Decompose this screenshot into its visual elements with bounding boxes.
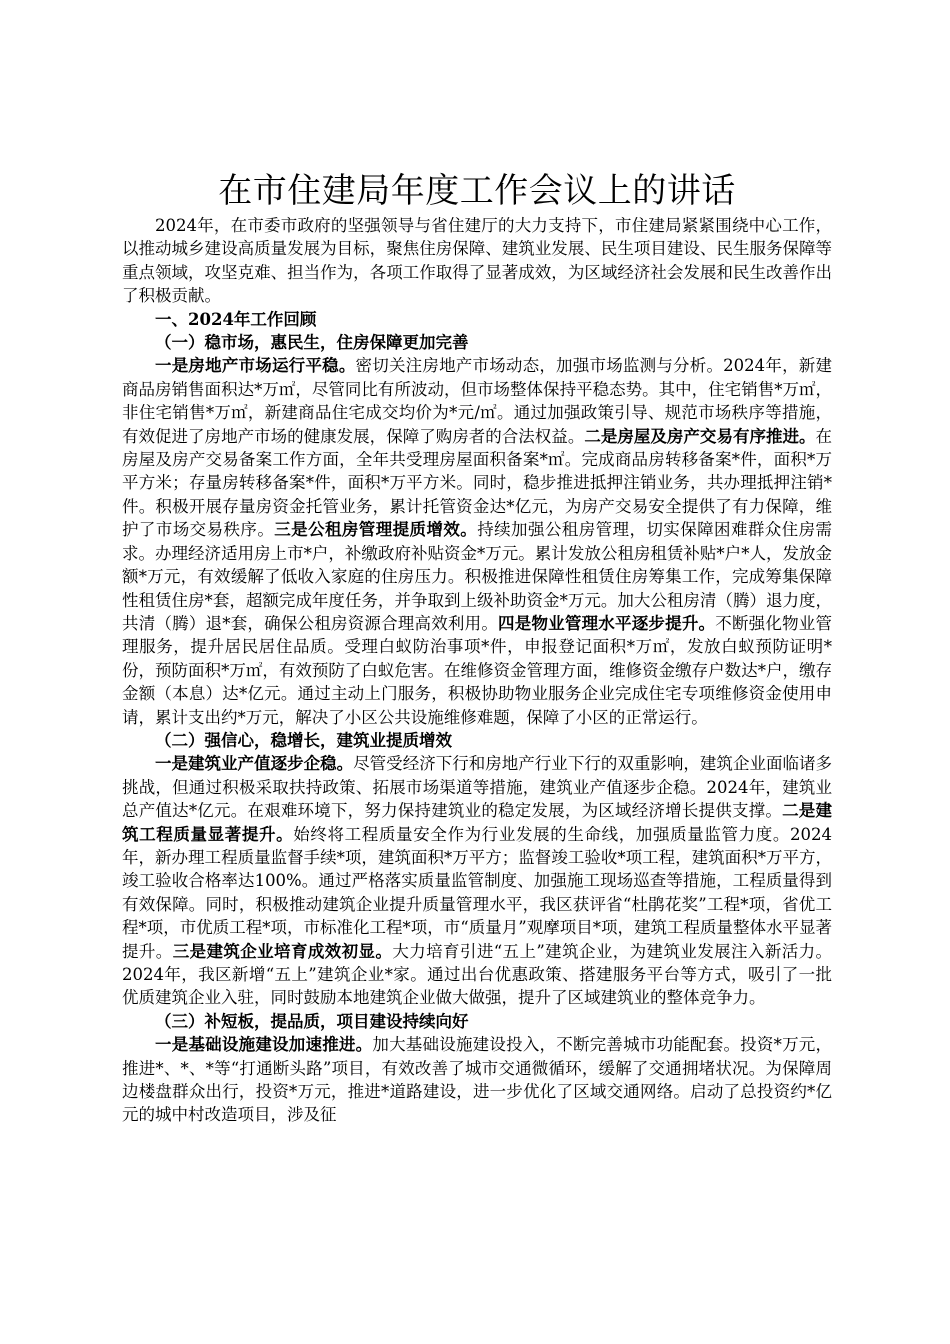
- point-heading: 一是基础设施建设加速推进。: [155, 1035, 373, 1055]
- infrastructure-paragraph: [122, 1033, 832, 1127]
- document-body: [122, 168, 832, 1127]
- construction-paragraph: [122, 752, 832, 1009]
- point-text: 密切关注房地产市场动态，加强市场监测与分析。2024年，新建商品房销售面积达*万㎡，尽管同比有所波动，但市场整体保持平稳态势。其中，住宅销售*万㎡，非住宅销售*万㎡，新建商品住宅成交均价为*元/㎡。通过加强政策引导、规范市场秩序等措施，有效促进了房地产市场的健康发展，保障了购房者的合法权益。: [122, 356, 832, 446]
- point-heading: 二是建筑工程质量显著提升。: [122, 801, 833, 844]
- point-text: 加大基础设施建设投入，不断完善城市功能配套。投资*万元，推进*、*、*等“打通断头路”项目，有效改善了城市交通微循环，缓解了交通拥堵状况。为保障周边楼盘群众出行，投资*万元，推进*道路建设，进一步优化了区域交通网络。启动了总投资约*亿元的城中村改造项目，涉及征: [122, 1035, 832, 1125]
- point-text: 持续加强公租房管理，切实保障困难群众住房需求。办理经济适用房上市*户，补缴政府补贴资金*万元。累计发放公租房租赁补贴*户*人，发放金额*万元，有效缓解了低收入家庭的住房压力。积极推进保障性租赁住房筹集工作，完成筹集保障性租赁住房*套，超额完成年度任务，并争取到上级补助资金*万元。加大公租房清（腾）退力度，共清（腾）退*套，确保公租房资源合理高效利用。: [122, 520, 833, 633]
- point-text: 始终将工程质量安全作为行业发展的生命线，加强质量监管力度。2024年，新办理工程质量监督手续*项，建筑面积*万平方；监督竣工验收*项工程，建筑面积*万平方，竣工验收合格率达100%。通过严格落实质量监管制度、加强施工现场巡查等措施，工程质量得到有效保障。同时，积极推动建筑企业提升质量管理水平，我区获评省“杜鹃花奖”工程*项，省优工程*项，市优质工程*项，市标准化工程*项，市“质量月”观摩项目*项，建筑工程质量整体水平显著提升。: [122, 824, 833, 961]
- subsection-heading-2: （二）强信心，稳增长，建筑业提质增效: [155, 730, 452, 750]
- point-heading: 一是房地产市场运行平稳。: [155, 356, 356, 376]
- point-text: 不断强化物业管理服务，提升居民居住品质。受理白蚁防治事项*件，申报登记面积*万㎡，发放白蚁预防证明*份，预防面积*万㎡，有效预防了白蚁危害。在维修资金管理方面，维修资金缴存户数达*户，缴存金额（本息）达*亿元。通过主动上门服务，积极协助物业服务企业完成住宅专项维修资金使用申请，累计支出约*万元，解决了小区公共设施维修难题，保障了小区的正常运行。: [122, 613, 833, 727]
- subsection-heading-3: （三）补短板，提品质，项目建设持续向好: [155, 1011, 469, 1031]
- point-heading: 二是房屋及房产交易有序推进。: [584, 426, 816, 446]
- intro-paragraph: 2024年，在市委市政府的坚强领导与省住建厅的大力支持下，市住建局紧紧围绕中心工作，以推动城乡建设高质量发展为目标，聚焦住房保障、建筑业发展、民生项目建设、民生服务保障等重点领域，攻坚克难、担当作为，各项工作取得了显著成效，为区域经济社会发展和民生改善作出了积极贡献。: [122, 216, 832, 306]
- section-heading-1: 一、2024年工作回顾: [155, 309, 317, 329]
- subsection-heading-1: （一）稳市场，惠民生，住房保障更加完善: [155, 333, 469, 353]
- point-heading: 三是建筑企业培育成效初显。: [172, 941, 393, 961]
- housing-paragraph: [122, 354, 832, 729]
- document-title: 在市住建局年度工作会议上的讲话: [218, 171, 736, 211]
- point-text: 在房屋及房产交易备案工作方面，全年共受理房屋面积备案*㎡。完成商品房转移备案*件，面积*万平方米；存量房转移备案*件，面积*万平方米。同时，稳步推进抵押注销业务，共办理抵押注销*件。积极开展存量房资金托管业务，累计托管资金达*亿元，为房产交易安全提供了有力保障，维护了市场交易秩序。: [122, 426, 833, 540]
- point-text: 大力培育引进“五上”建筑企业，为建筑业发展注入新活力。2024年，我区新增“五上”建筑企业*家。通过出台优惠政策、搭建服务平台等方式，吸引了一批优质建筑企业入驻，同时鼓励本地建筑企业做大做强，提升了区域建筑业的整体竞争力。: [122, 941, 833, 1008]
- point-heading: 三是公租房管理提质增效。: [274, 520, 478, 540]
- point-heading: 一是建筑业产值逐步企稳。: [155, 754, 354, 774]
- point-text: 尽管受经济下行和房地产行业下行的双重影响，建筑企业面临诸多挑战，但通过积极采取扶持政策、拓展市场渠道等措施，建筑业产值逐步企稳。2024年，建筑业总产值达*亿元。在艰难环境下，努力保持建筑业的稳定发展，为区域经济增长提供支撑。: [122, 754, 833, 821]
- point-heading: 四是物业管理水平逐步提升。: [498, 613, 716, 633]
